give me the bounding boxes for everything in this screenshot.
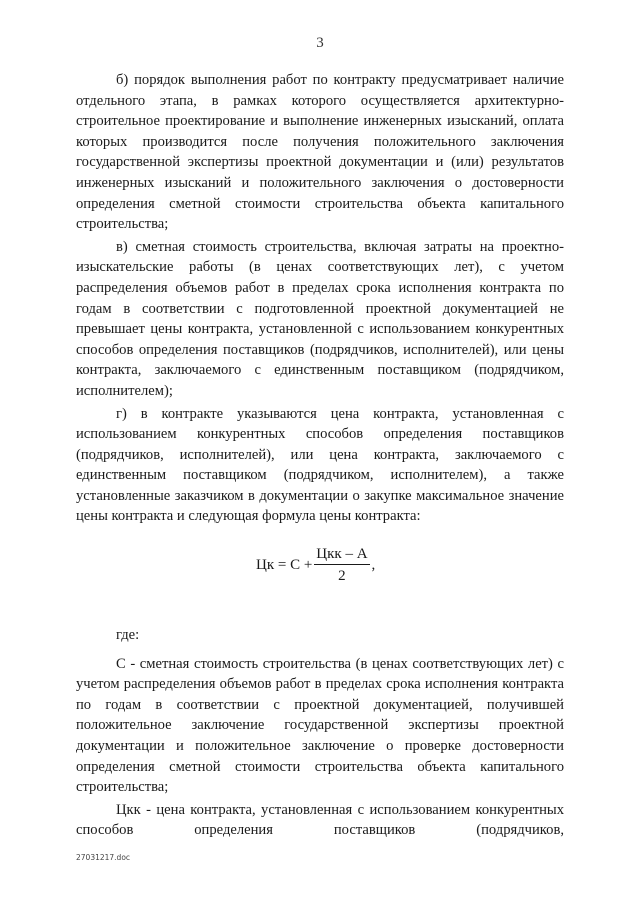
paragraph-v: в) сметная стоимость строительства, включая затраты на проектно-изыскательские работы (в ценах соответствующих лет), с учетом распределения объемов работ в пределах срока исполнения контракта по годам в соответствии с подготовленной проектной документацией не превышает цены контракта, установленной с использованием конкурентных способов определения поставщиков (подрядчиков, исполнителей), или цены контракта, заключаемого с единственным поставщиком (подрядчиком, исполнителем); [76,238,564,399]
formula-fraction [314,545,369,586]
formula-block [76,527,564,609]
paragraph-b: б) порядок выполнения работ по контракту предусматривает наличие отдельного этапа, в рамках которого осуществляется архитектурно-строительное проектирование и выполнение инженерных изысканий, оплата которых производится после получения положительного заключения государственной экспертизы проектной документации и (или) результатов инженерных изысканий и положительного заключения о достоверности определения сметной стоимости строительства объекта капитального строительства; [76,72,564,233]
document-body [76,70,564,841]
formula-numerator: Цкк – А [314,545,369,565]
page-number: 3 [316,35,324,51]
formula-left-side: Цк = С + [256,557,313,574]
contract-price-formula [256,545,375,586]
where-label: где: [116,627,140,644]
definition-ckk: Цкк - цена контракта, установленная с использованием конкурентных способов определения поставщиков (подрядчиков, [76,801,564,839]
formula-trailing: , [371,557,376,574]
paragraph-g: г) в контракте указываются цена контракта, установленная с использованием конкурентных способов определения поставщиков (подрядчиков, исполнителей), или цена контракта, заключаемого с единственным поставщиком (подрядчиком, исполнителем), а также установленные заказчиком в документации о закупке максимальное значение цены контракта и следующая формула цены контракта: [76,405,564,525]
definition-c: С - сметная стоимость строительства (в ценах соответствующих лет) с учетом распределения объемов работ в пределах срока исполнения контракта по годам в соответствии с проектной документацией, получившей положительное заключение государственной экспертизы проектной документации и положительное заключение о проверке достоверности определения сметной стоимости строительства объекта капитального строительства; [76,655,564,796]
formula-denominator: 2 [338,568,346,585]
footer-filename: 27031217.doc [76,853,131,862]
